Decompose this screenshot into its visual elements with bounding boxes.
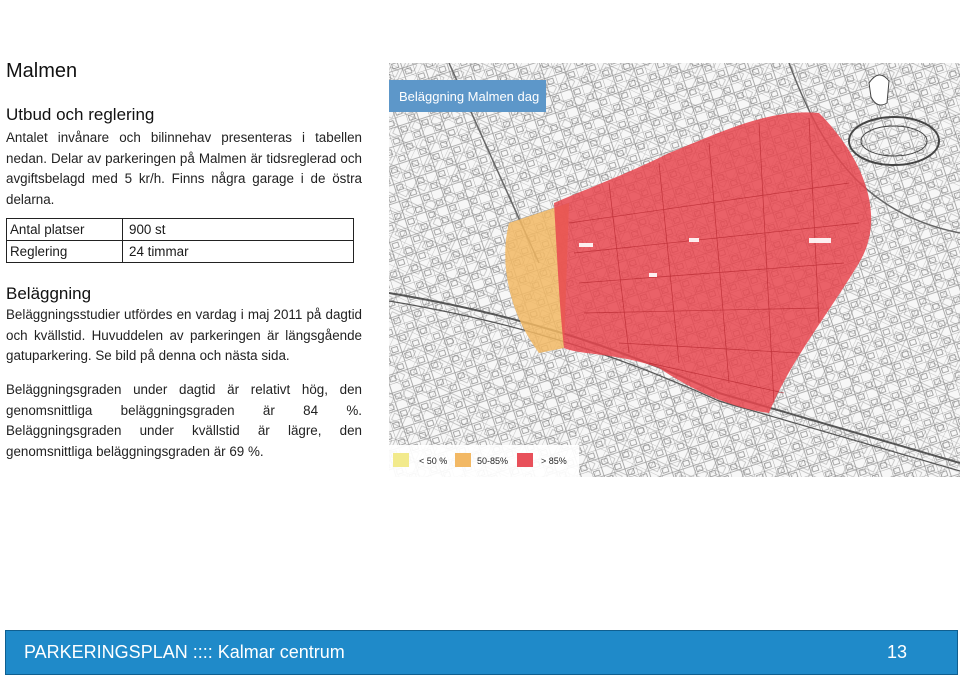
legend-swatch-high <box>517 453 533 467</box>
section-heading-supply: Utbud och reglering <box>6 105 155 124</box>
page-title: Malmen <box>6 60 78 82</box>
section-heading-occupancy: Beläggning <box>6 284 92 303</box>
legend-label-mid: 50-85% <box>477 456 509 466</box>
footer-title: PARKERINGSPLAN :::: Kalmar centrum <box>24 642 345 662</box>
table-label-spaces: Antal platser <box>7 219 123 240</box>
legend-label-low: < 50 % <box>419 456 448 466</box>
supply-paragraph: Antalet invånare och bilinnehav presenteras i tabellen nedan. Delar av parkeringen på Malmen är tidsreglerad och avgiftsbelagd med 5 kr/h. Finns några garage i de östra delarna. <box>6 130 362 207</box>
occupancy-paragraph-2: Beläggningsgraden under dagtid är relativt hög, den genomsnittliga beläggningsgraden är 84 %. Beläggningsgraden under kvällstid är lägre, den genomsnittliga beläggningsgraden är 69 %. <box>6 382 362 459</box>
legend-label-high: > 85% <box>541 456 567 466</box>
legend-swatch-low <box>393 453 409 467</box>
page-footer <box>5 630 958 675</box>
table-row <box>7 240 353 262</box>
table-value-spaces: 900 st <box>129 222 166 237</box>
legend-swatch-mid <box>455 453 471 467</box>
page-number: 13 <box>886 642 907 662</box>
parking-table <box>6 218 354 263</box>
occupancy-map <box>389 63 960 477</box>
table-label-regulation: Reglering <box>7 241 123 262</box>
map-title: Beläggning Malmen dag <box>399 89 540 104</box>
occupancy-paragraph-1: Beläggningsstudier utfördes en vardag i maj 2011 på dagtid och kvällstid. Huvuddelen av parkeringen är längsgående gatuparkering. Se bild på denna och nästa sida. <box>6 307 362 363</box>
table-value-regulation: 24 timmar <box>129 244 189 259</box>
table-row <box>7 219 353 240</box>
